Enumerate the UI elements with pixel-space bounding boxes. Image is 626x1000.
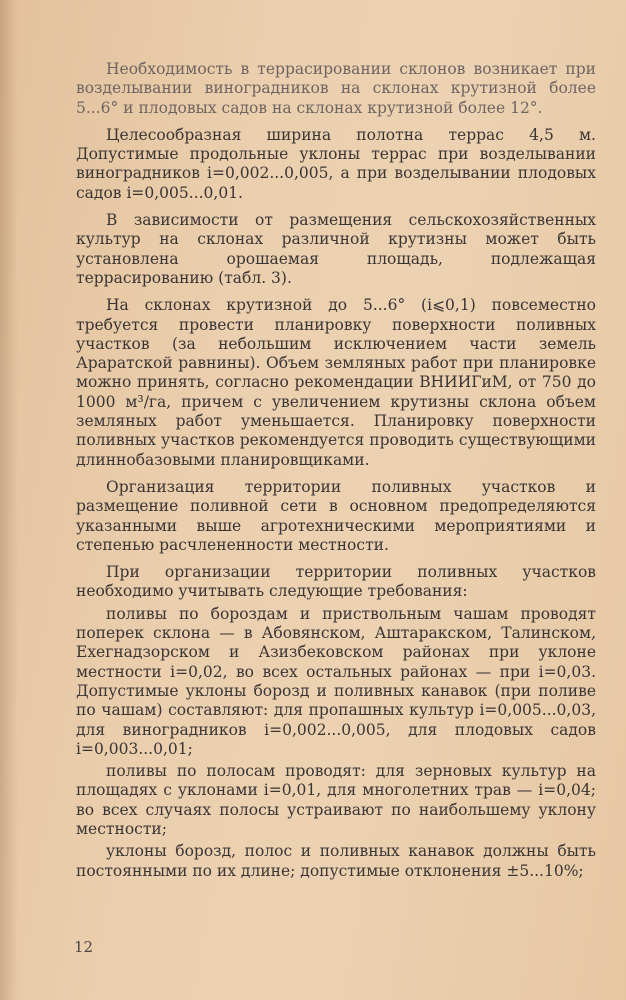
page-body-text — [76, 60, 596, 884]
paragraph-terrace-width: Целесообразная ширина полотна террас 4,5 м. Допустимые продольные уклоны террас при возделывании виноградников i=0,002...0,005, а при возделывании плодовых садов i=0,005...0,01. — [76, 125, 596, 202]
page-edge-shadow — [0, 0, 18, 1000]
paragraph-strip-irrigation: поливы по полосам проводят: для зерновых культур на площадях с уклонами i=0,01, для многолетних трав — i=0,04; во всех случаях полосы устраивают по наибольшему уклону местности; — [76, 762, 596, 838]
paragraph-planning-slopes: На склонах крутизной до 5...6° (i⩽0,1) повсеместно требуется провести планировку поверхности поливных участков (за небольшим исключением части земель Араратской равнины). Объем земляных работ при планировке можно принять, согласно рекомендации ВНИИГиМ, от 750 до 1000 м³/га, причем с увеличением крутизны склона объем земляных работ уменьшается. Планировку поверхности поливных участков рекомендуется проводить существующими длиннобазовыми планировщиками. — [76, 296, 596, 469]
paragraph-slope-deviation: уклоны борозд, полос и поливных канавок должны быть постоянными по их длине; допустимые отклонения ±5...10%; — [76, 842, 596, 880]
paragraph-terracing-need: Необходимость в террасировании склонов возникает при возделывании виноградников на склонах крутизной более 5...6° и плодовых садов на склонах крутизной более 12°. — [76, 60, 596, 117]
page-number: 12 — [74, 938, 94, 956]
paragraph-irrigated-area: В зависимости от размещения сельскохозяйственных культур на склонах различной крутизны может быть установлена орошаемая площадь, подлежащая террасированию (табл. 3). — [76, 211, 596, 287]
paragraph-furrow-irrigation: поливы по бороздам и приствольным чашам проводят поперек склона — в Абовянском, Аштаракском, Талинском, Ехегнадзорском и Азизбековском районах при уклоне местности i=0,02, во всех остальных районах — при i=0,03. Допустимые уклоны борозд и поливных канавок (при поливе по чашам) составляют: для пропашных культур i=0,005...0,03, для виноградников i=0,002...0,005, для плодовых садов i=0,003...0,01; — [76, 604, 596, 758]
paragraph-requirements-intro: При организации территории поливных участков необходимо учитывать следующие требования: — [76, 563, 596, 601]
paragraph-territory-organization: Организация территории поливных участков и размещение поливной сети в основном предопределяются указанными выше агротехническими мероприятиями и степенью расчлененности местности. — [76, 477, 596, 554]
